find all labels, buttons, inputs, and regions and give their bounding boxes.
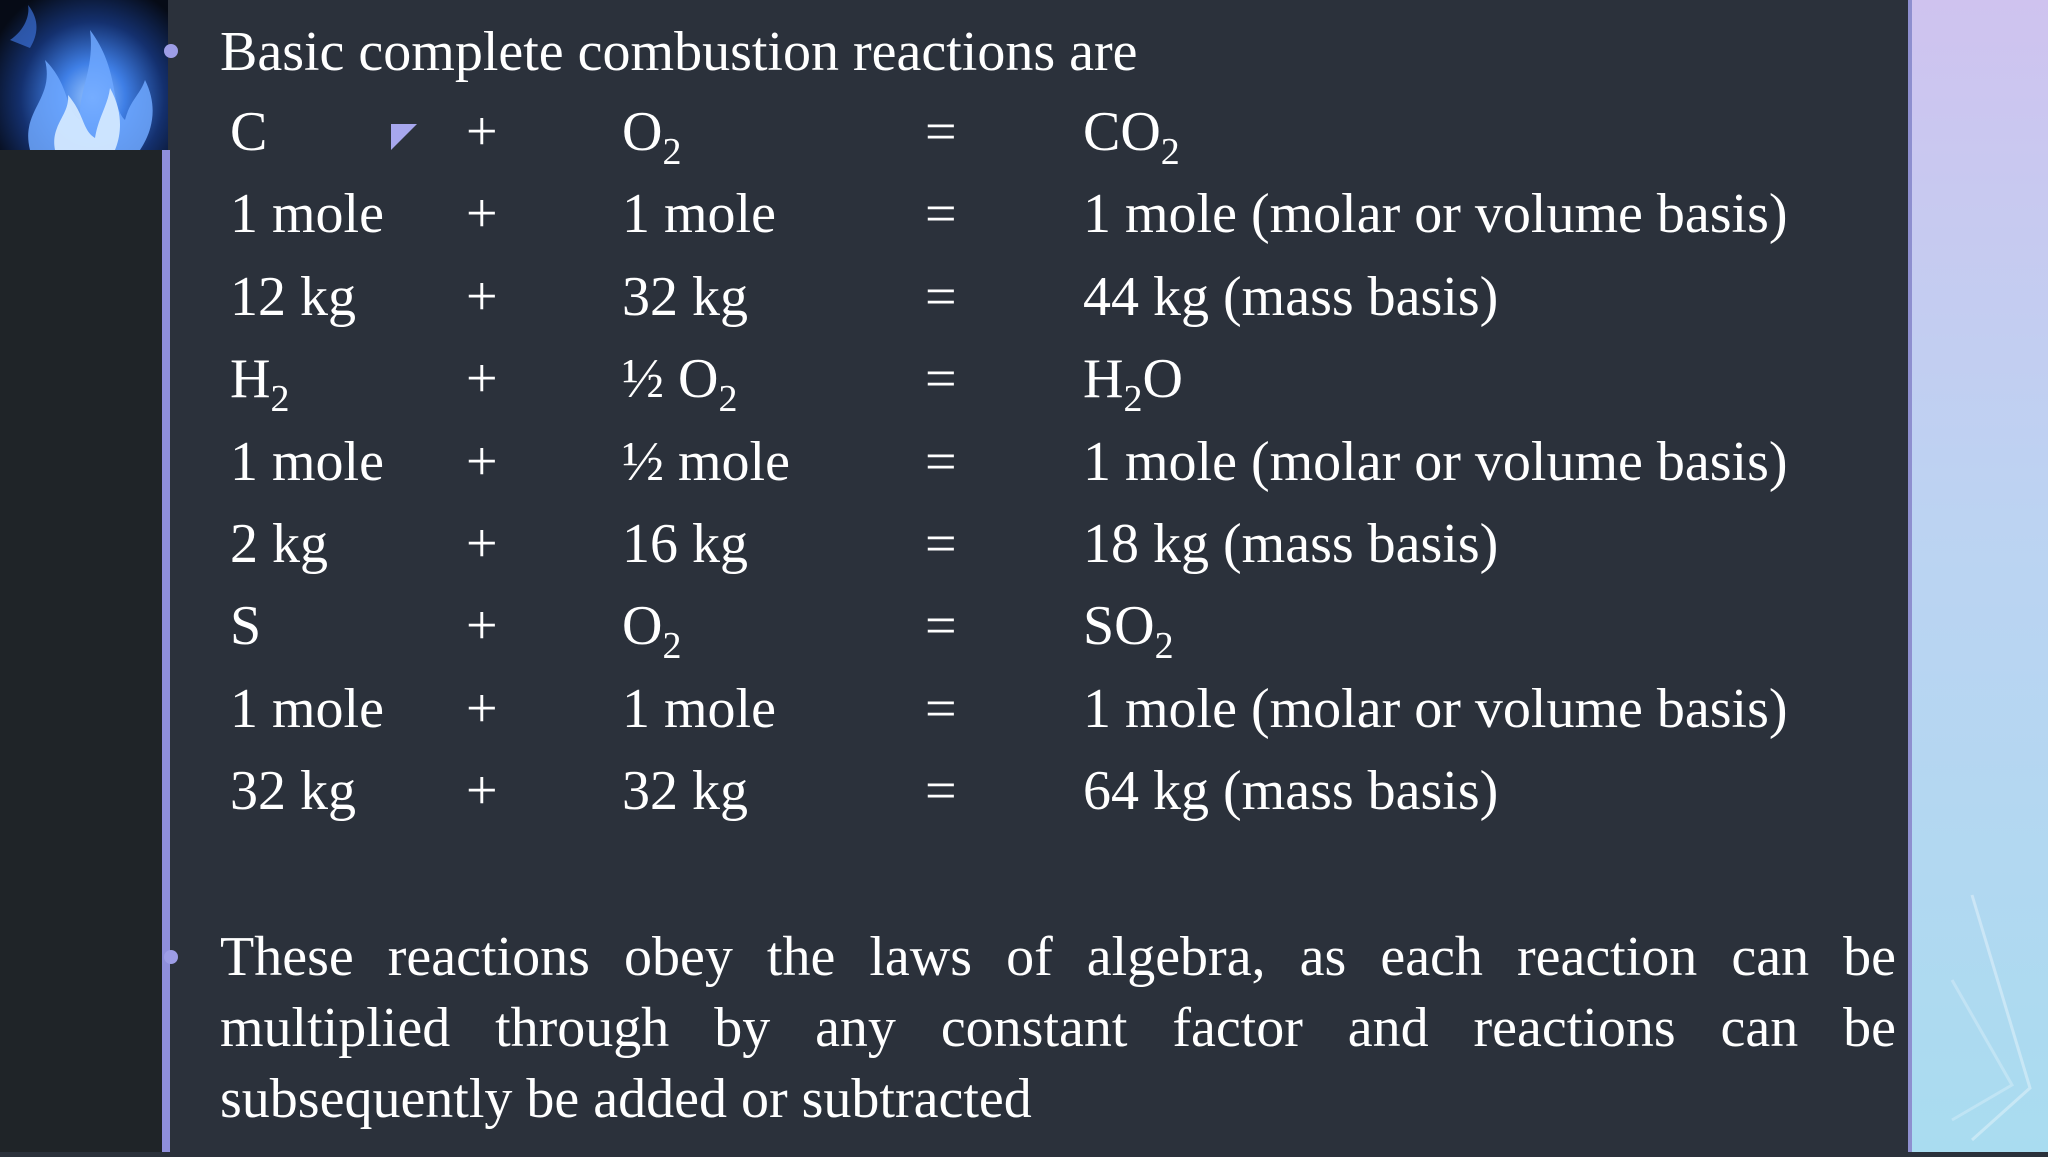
plus-sign-text: +: [466, 513, 498, 575]
product: [1083, 263, 1498, 331]
reactant-1: [230, 180, 384, 248]
reactant-2-text: 32 kg: [622, 265, 748, 328]
reactant-2: [622, 180, 776, 248]
reactant-2: [622, 510, 748, 578]
reactant-2-subscript: 2: [662, 625, 682, 668]
equals-sign-text: =: [925, 595, 957, 658]
product-text: H: [1083, 348, 1124, 411]
reactant-1: [230, 345, 290, 421]
product: [1083, 345, 1183, 421]
equals-sign-text: =: [925, 348, 957, 411]
reactant-1-text: C: [230, 101, 268, 163]
equals-sign: [925, 592, 957, 660]
reactant-2-text: ½ mole: [622, 430, 790, 493]
plus-sign-text: +: [466, 595, 498, 658]
plus-sign: [466, 345, 498, 413]
equals-sign: [925, 428, 957, 496]
reactant-2: [622, 345, 738, 421]
product-text: 1 mole (molar or volume basis): [1083, 183, 1788, 246]
reactant-1-text: 12 kg: [230, 265, 356, 328]
bullet-heading: Basic complete combustion reactions are: [220, 21, 1138, 83]
reactant-2: [622, 757, 748, 825]
reactant-2-text: O: [622, 595, 663, 658]
product: [1083, 757, 1498, 825]
product-text: 1 mole (molar or volume basis): [1083, 677, 1788, 740]
bullet-paragraph: These reactions obey the laws of algebra, as each reaction can be multiplied through by any constant factor and reactions can be subsequently be added or subtracted: [220, 926, 1896, 1130]
reactant-2-text: 32 kg: [622, 760, 748, 823]
reactant-1: [230, 675, 384, 743]
product: [1083, 592, 1174, 668]
flame-graphic: [0, 0, 168, 150]
reactant-1-text: 1 mole: [230, 430, 384, 493]
right-decorative-panel: [1912, 0, 2048, 1152]
equals-sign-text: =: [925, 513, 957, 575]
reactant-1: [230, 757, 356, 825]
reactant-1-text: 1 mole: [230, 677, 384, 740]
product: [1083, 180, 1788, 248]
equals-sign: [925, 180, 957, 248]
equals-sign-text: =: [925, 101, 957, 163]
plus-sign: [466, 757, 498, 825]
product-text: 44 kg (mass basis): [1083, 265, 1499, 328]
plus-sign: [466, 510, 498, 578]
reactant-2: [622, 675, 776, 743]
flame-icon: [0, 0, 168, 150]
equals-sign-text: =: [925, 183, 957, 246]
chevron-decoration: [1912, 0, 2048, 1152]
product: [1083, 510, 1498, 578]
reactant-2-text: 16 kg: [622, 513, 748, 575]
reactant-1-text: 2 kg: [230, 513, 328, 575]
equals-sign-text: =: [925, 677, 957, 740]
product-text: 18 kg (mass basis): [1083, 513, 1499, 575]
equals-sign: [925, 98, 957, 166]
reactant-2-text: 1 mole: [622, 677, 776, 740]
left-strip: [0, 0, 162, 1152]
reactant-1: [230, 98, 267, 166]
reactant-1-text: 32 kg: [230, 760, 356, 823]
reactant-1-text: H: [230, 348, 271, 411]
product-text: CO: [1083, 101, 1161, 163]
left-accent-rule: [162, 150, 170, 1152]
product-subscript: 2: [1123, 378, 1143, 421]
reactant-2-text: 1 mole: [622, 183, 776, 246]
equals-sign: [925, 510, 957, 578]
reactant-1: [230, 263, 356, 331]
product-text: 1 mole (molar or volume basis): [1083, 430, 1788, 493]
plus-sign-text: +: [466, 760, 498, 823]
plus-sign: [466, 98, 498, 166]
plus-sign-text: +: [466, 101, 498, 163]
product: [1083, 98, 1180, 173]
reactant-2-text: ½ O: [622, 348, 719, 411]
equals-sign-text: =: [925, 265, 957, 328]
product-subscript: 2: [1160, 131, 1180, 173]
reactant-2: [622, 592, 682, 668]
bullet-dot-2: [164, 950, 178, 964]
plus-sign: [466, 180, 498, 248]
reactant-1: [230, 510, 328, 578]
equals-sign-text: =: [925, 430, 957, 493]
equals-sign-text: =: [925, 760, 957, 823]
reactant-2-text: O: [622, 101, 663, 163]
equals-sign: [925, 345, 957, 413]
plus-sign: [466, 263, 498, 331]
reactant-1-subscript: 2: [270, 378, 290, 421]
reactant-1: [230, 428, 384, 496]
reactant-1-text: S: [230, 595, 262, 658]
plus-sign-text: +: [466, 348, 498, 411]
equals-sign: [925, 757, 957, 825]
reactant-2-subscript: 2: [662, 131, 682, 173]
reactant-2: [622, 428, 790, 496]
reactant-2: [622, 263, 748, 331]
product-text: 64 kg (mass basis): [1083, 760, 1499, 823]
product-subscript: 2: [1154, 625, 1174, 668]
reactant-2-subscript: 2: [718, 378, 738, 421]
plus-sign-text: +: [466, 430, 498, 493]
equals-sign: [925, 675, 957, 743]
product: [1083, 428, 1788, 496]
plus-sign: [466, 592, 498, 660]
plus-sign-text: +: [466, 677, 498, 740]
reactant-1-text: 1 mole: [230, 183, 384, 246]
product-suffix: O: [1142, 348, 1183, 411]
corner-marker-icon: [391, 124, 417, 150]
plus-sign: [466, 428, 498, 496]
equals-sign: [925, 263, 957, 331]
plus-sign-text: +: [466, 183, 498, 246]
reactant-2: [622, 98, 682, 173]
bullet-dot-1: [164, 44, 178, 58]
product: [1083, 675, 1788, 743]
reactant-1: [230, 592, 261, 660]
product-text: SO: [1083, 595, 1155, 658]
plus-sign: [466, 675, 498, 743]
plus-sign-text: +: [466, 265, 498, 328]
